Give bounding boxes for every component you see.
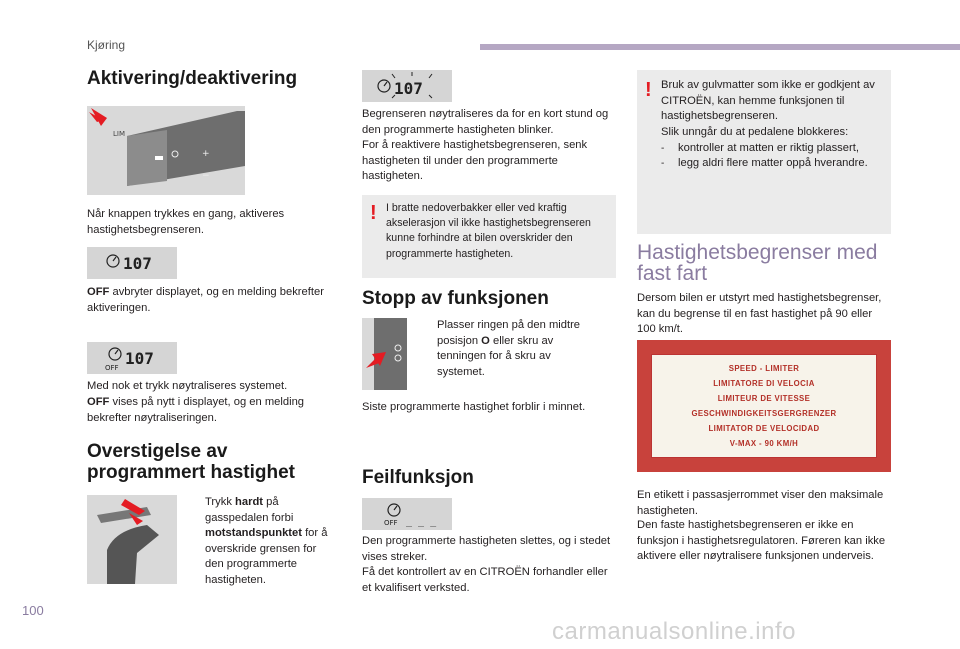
bullet-icon xyxy=(188,495,205,588)
text-blink: Begrenseren nøytraliseres da for en kort stund og den programmerte hastigheten blinker. xyxy=(362,108,609,136)
label-line: LIMITEUR DE VITESSE xyxy=(717,394,811,403)
warning-text: I bratte nedoverbakker eller ved kraftig akselerasjon vil ikke hastighetsbegrenseren kunne forhindre at bilen overskrider den programmerte hastigheten. xyxy=(386,202,591,260)
ring-image xyxy=(362,318,407,390)
watermark: carmanualsonline.info xyxy=(552,618,796,645)
warning-box-mats xyxy=(637,70,891,234)
label-line: LIMITATORE DI VELOCIA xyxy=(713,379,815,388)
warning-text-2: Slik unngår du at pedalene blokkeres: xyxy=(661,126,849,138)
display-dashes: _ _ _ xyxy=(406,516,437,527)
text-not-regulator: Den faste hastighetsbegrenseren er ikke en funksjon i hastighetsregulatoren. Føreren kan ikke aktivere eller nøytralisere funksjonen underveis. xyxy=(637,519,886,562)
text-fault-1: Den programmerte hastigheten slettes, og i stedet vises streker. xyxy=(362,535,611,563)
display-fault xyxy=(362,498,452,530)
off-label: OFF xyxy=(87,396,110,408)
label-line: SPEED - LIMITER xyxy=(728,364,800,373)
warning-list-item: - kontroller at matten er riktig plassert, xyxy=(661,142,859,154)
heading-overspeed: Overstigelse av programmert hastighet xyxy=(87,441,295,483)
svg-text:−: − xyxy=(202,171,210,181)
warning-icon: ! xyxy=(645,79,652,101)
heading-stop: Stopp av funksjonen xyxy=(362,288,549,309)
svg-text:LIM: LIM xyxy=(113,130,126,138)
display-speed: 107 xyxy=(123,254,152,273)
speed-limiter-label xyxy=(637,340,891,472)
pedal-image xyxy=(87,495,177,584)
text-memory: Siste programmerte hastighet forblir i minnet. xyxy=(362,401,586,413)
label-line: V-MAX - 90 KM/H xyxy=(729,439,799,448)
text-off-neutralise: OFF vises på nytt i displayet, og en melding bekrefter nøytraliseringen. xyxy=(87,396,305,424)
text-neutralise: Med nok et trykk nøytraliseres systemet. xyxy=(87,380,288,392)
warning-box-downhill xyxy=(362,195,616,278)
stalk-image xyxy=(87,106,245,195)
text-activation: Når knappen trykkes en gang, aktiveres hastighetsbegrenseren. xyxy=(87,208,285,236)
warning-icon: ! xyxy=(370,202,377,224)
display-limiter-off xyxy=(87,342,177,374)
text-off-activate: OFF avbryter displayet, og en melding bekrefter aktiveringen. xyxy=(87,286,324,314)
display-limiter xyxy=(87,247,177,279)
heading-fault: Feilfunksjon xyxy=(362,467,474,488)
header-bar xyxy=(480,44,960,50)
display-off: OFF xyxy=(105,364,119,372)
heading-activation: Aktivering/deaktivering xyxy=(87,68,298,89)
bullet-icon xyxy=(420,318,437,380)
text-fault-2: Få det kontrollert av en CITROËN forhandler eller et kvalifisert verksted. xyxy=(362,566,608,594)
display-off: OFF xyxy=(384,519,398,527)
text-fixed-speed: Dersom bilen er utstyrt med hastighetsbegrenser, kan du begrense til en fast hastighet på 90 eller 100 km/t. xyxy=(637,292,882,335)
warning-text: Bruk av gulvmatter som ikke er godkjent av CITROËN, kan hemme funksjonen til hastighetsbegrenseren. xyxy=(661,79,875,122)
heading-fixed-speed: Hastighetsbegrenser med fast fart xyxy=(637,241,878,285)
label-inner xyxy=(651,354,877,458)
text-reactivate: For å reaktivere hastighetsbegrenseren, senk hastigheten til under den programmerte hastigheten. xyxy=(362,139,588,182)
bullet-overspeed: Trykk hardt på gasspedalen forbi motstandspunktet for å overskride grensen for den programmerte hastigheten. xyxy=(188,495,336,588)
page-number: 100 xyxy=(22,603,44,618)
off-label: OFF xyxy=(87,286,110,298)
text-label: En etikett i passasjerrommet viser den maksimale hastigheten. xyxy=(637,489,884,517)
section-label: Kjøring xyxy=(87,38,126,52)
display-speed: 107 xyxy=(125,349,154,368)
label-line: GESCHWINDIGKEITSGERGRENZER xyxy=(691,409,837,418)
svg-text:+: + xyxy=(202,149,210,159)
label-line: LIMITATOR DE VELOCIDAD xyxy=(708,424,820,433)
bullet-stop: Plasser ringen på den midtre posisjon O eller skru av tenningen for å skru av systemet. xyxy=(420,318,600,380)
warning-list-item: - legg aldri flere matter oppå hverandre. xyxy=(661,157,868,169)
display-speed: 107 xyxy=(394,79,423,98)
display-blinking xyxy=(362,70,452,102)
